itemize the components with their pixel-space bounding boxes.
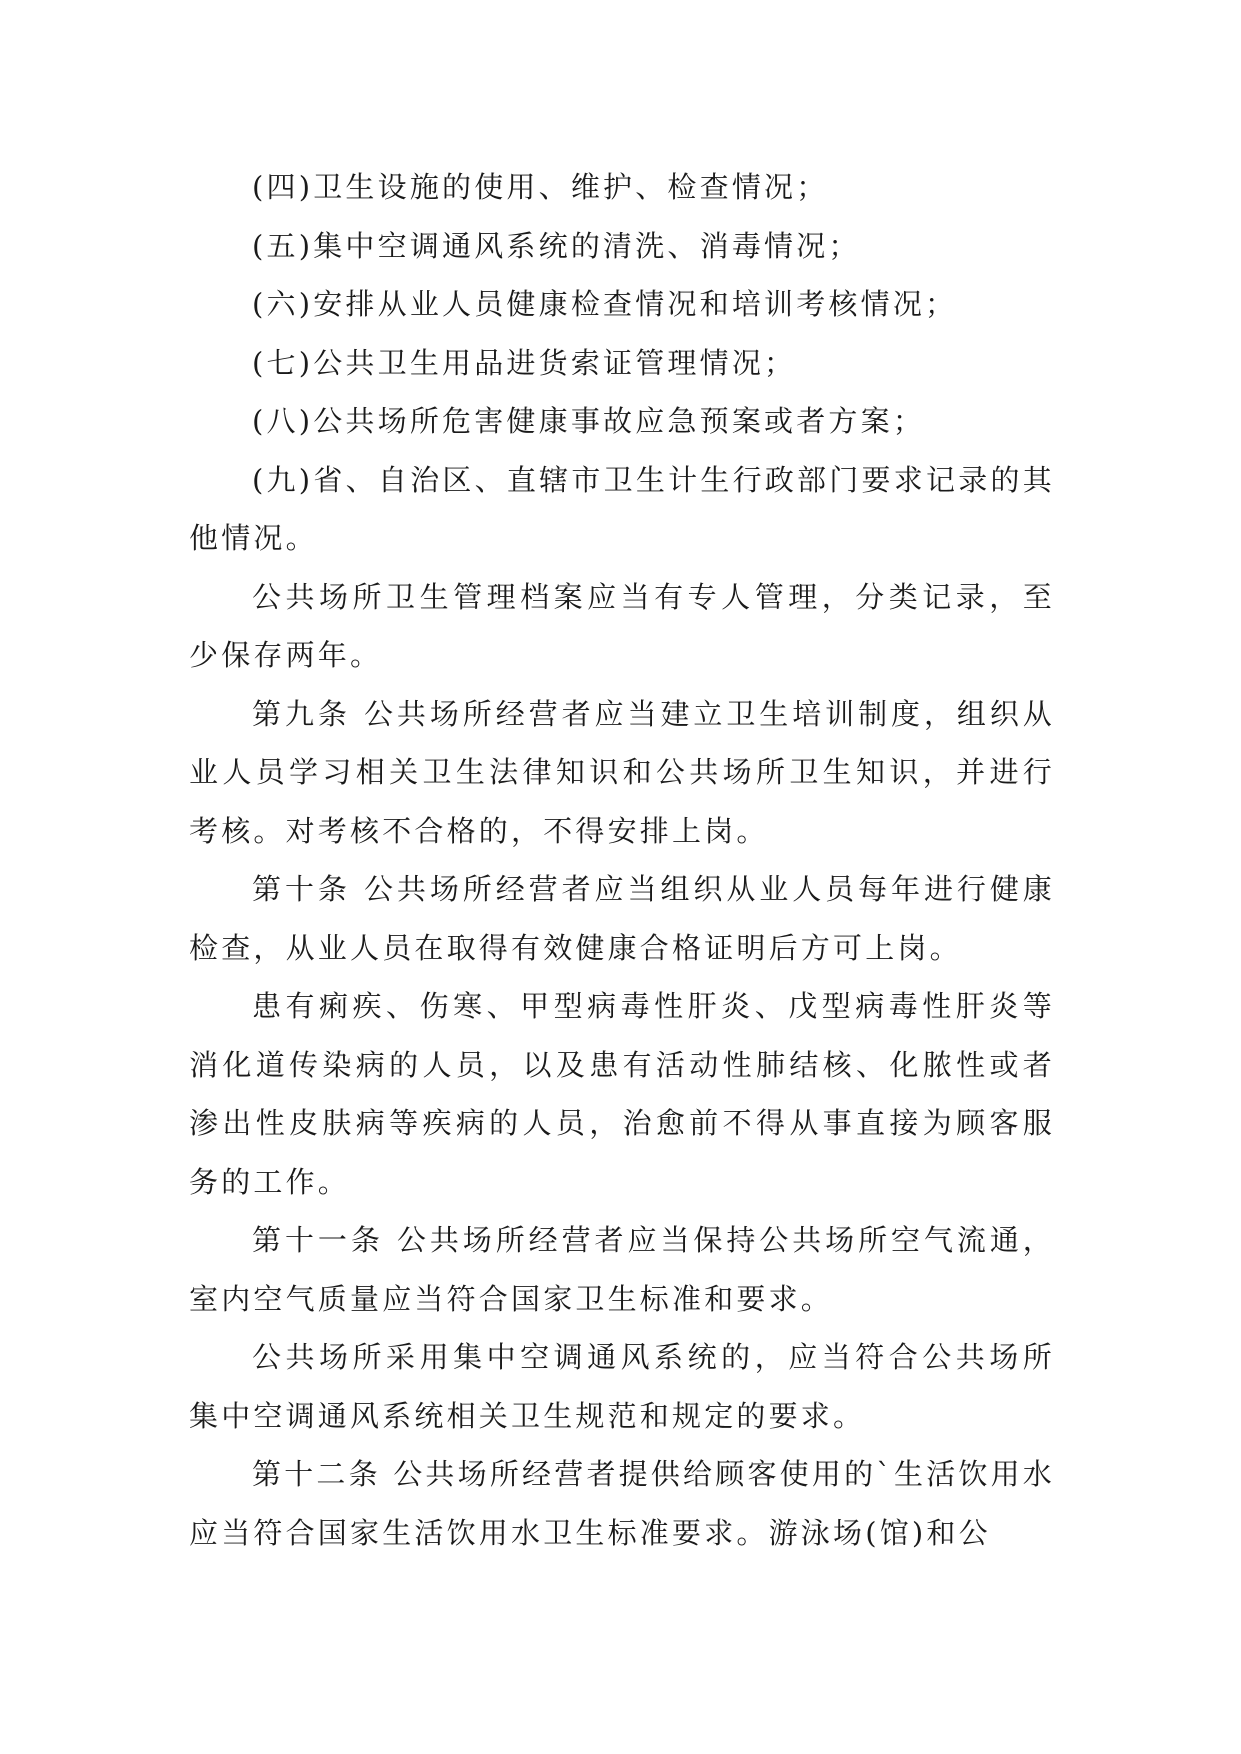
list-item-8: (八)公共场所危害健康事故应急预案或者方案； <box>252 404 926 438</box>
article-10: 第十条 公共场所经营者应当组织从业人员每年进行健康检查，从业人员在取得有效健康合格证明后方可上岗。 <box>189 872 1055 965</box>
list-item-7: (七)公共卫生用品进货索证管理情况； <box>252 345 797 380</box>
list-item-9: (九)省、自治区、直辖市卫生计生行政部门要求记录的其他情况。 <box>189 462 1055 555</box>
article-11: 第十一条 公共场所经营者应当保持公共场所空气流通，室内空气质量应当符合国家卫生标准和要求。 <box>189 1223 1055 1316</box>
paragraph-disease-restriction: 患有痢疾、伤寒、甲型病毒性肝炎、戊型病毒性肝炎等消化道传染病的人员，以及患有活动性肺结核、化脓性或者渗出性皮肤病等疾病的人员，治愈前不得从事直接为顾客服务的工作。 <box>189 989 1055 1199</box>
list-item-6: (六)安排从业人员健康检查情况和培训考核情况； <box>252 287 958 321</box>
document-body <box>189 158 1055 1562</box>
list-item-4: (四)卫生设施的使用、维护、检查情况； <box>252 170 829 204</box>
paragraph-archive-retention: 公共场所卫生管理档案应当有专人管理，分类记录，至少保存两年。 <box>189 579 1055 672</box>
paragraph-ventilation-system: 公共场所采用集中空调通风系统的，应当符合公共场所集中空调通风系统相关卫生规范和规定的要求。 <box>189 1340 1055 1433</box>
article-12: 第十二条 公共场所经营者提供给顾客使用的`生活饮用水应当符合国家生活饮用水卫生标准要求。游泳场(馆)和公 <box>189 1457 1055 1550</box>
list-item-5: (五)集中空调通风系统的清洗、消毒情况； <box>252 228 861 263</box>
article-9: 第九条 公共场所经营者应当建立卫生培训制度，组织从业人员学习相关卫生法律知识和公共场所卫生知识，并进行考核。对考核不合格的，不得安排上岗。 <box>189 696 1055 848</box>
